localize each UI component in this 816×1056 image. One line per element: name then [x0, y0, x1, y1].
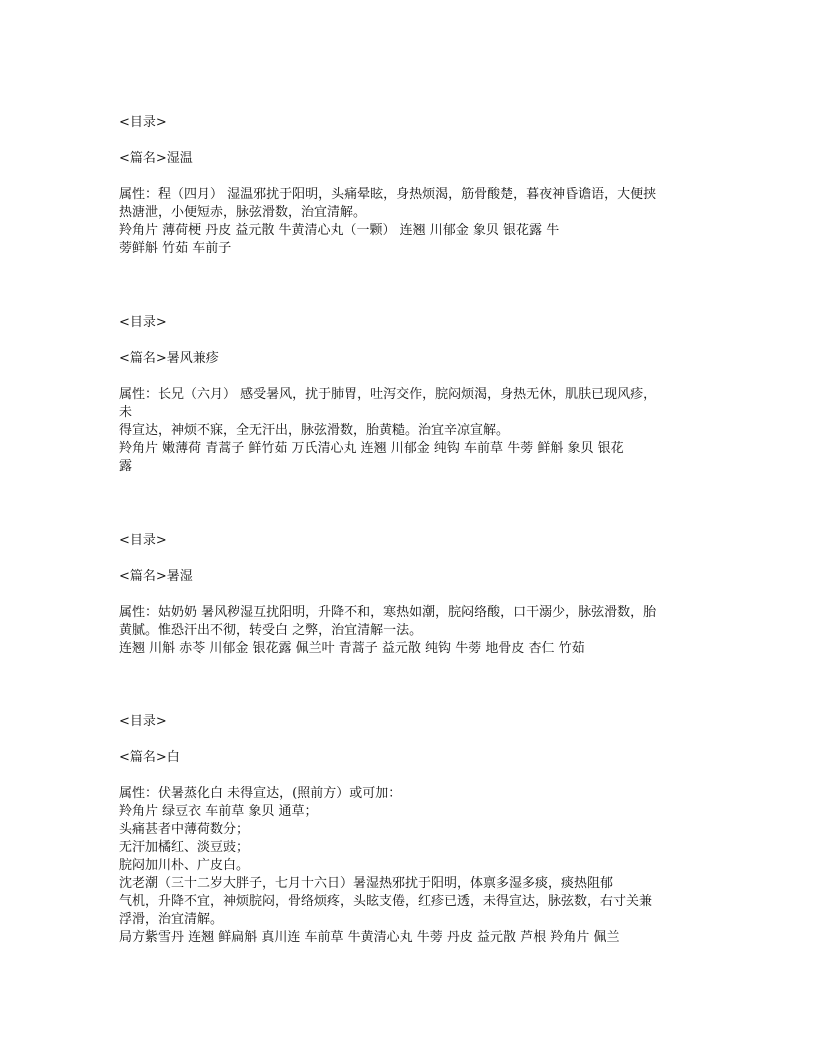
- body-line: 连翘 川斛 赤苓 川郁金 银花露 佩兰叶 青蒿子 益元散 纯钩 牛蒡 地骨皮 杏仁 竹茹: [119, 641, 585, 656]
- body-line: 热溏泄，小便短赤，脉弦滑数，治宜清解。: [119, 205, 367, 220]
- toc-link[interactable]: <目录>: [119, 533, 167, 548]
- body-line: 头痛甚者中薄荷数分；: [119, 822, 250, 837]
- section-heading: <篇名>湿温: [119, 151, 193, 166]
- body-line: 属性：长兄（六月） 感受暑风，扰于肺胃，吐泻交作，脘闷烦渴，身热无休，肌肤已现风疹，: [119, 387, 657, 402]
- toc-link[interactable]: <目录>: [119, 315, 167, 330]
- body-line: 露: [119, 459, 133, 474]
- body-line: 局方紫雪丹 连翘 鲜扁斛 真川连 车前草 牛黄清心丸 牛蒡 丹皮 益元散 芦根 羚角片 佩兰: [119, 930, 620, 945]
- body-line: 属性：姑奶奶 暑风秽湿互扰阳明，升降不和，寒热如潮，脘闷络酸，口干溺少，脉弦滑数，胎: [119, 605, 657, 620]
- body-line: 蒡鲜斛 竹茹 车前子: [119, 241, 232, 256]
- body-line: 得宣达，神烦不寐，全无汗出，脉弦滑数，胎黄糙。治宜辛凉宣解。: [119, 423, 510, 438]
- body-line: 沈老潮（三十二岁大胖子，七月十六日）暑湿热邪扰于阳明，体禀多湿多痰，痰热阻郁: [119, 876, 614, 891]
- body-line: 属性：程（四月） 湿温邪扰于阳明，头痛晕眩，身热烦渴，筋骨酸楚，暮夜神昏谵语，大便挟: [119, 187, 657, 202]
- body-line: 羚角片 薄荷梗 丹皮 益元散 牛黄清心丸（一颗） 连翘 川郁金 象贝 银花露 牛: [119, 223, 560, 238]
- body-line: 脘闷加川朴、广皮白。: [119, 858, 250, 873]
- body-line: 黄腻。惟恐汗出不彻，转受白 之弊，治宜清解一法。: [119, 623, 423, 638]
- toc-link[interactable]: <目录>: [119, 115, 167, 130]
- body-line: 无汗加橘红、淡豆豉；: [119, 840, 250, 855]
- toc-link[interactable]: <目录>: [119, 714, 167, 729]
- body-line: 未: [119, 405, 133, 420]
- section-heading: <篇名>暑湿: [119, 569, 193, 584]
- body-line: 气机，升降不宜，神烦脘闷，骨络烦疼，头眩支倦，红疹已透，未得宣达，脉弦数，右寸关兼: [119, 894, 653, 909]
- body-line: 羚角片 绿豆衣 车前草 象贝 通草；: [119, 804, 318, 819]
- body-line: 属性：伏暑蒸化白 未得宣达，(照前方）或可加：: [119, 786, 402, 801]
- body-line: 浮滑，治宜清解。: [119, 912, 224, 927]
- section-heading: <篇名>暑风兼疹: [119, 351, 219, 366]
- section-heading: <篇名>白: [119, 750, 180, 765]
- body-line: 羚角片 嫩薄荷 青蒿子 鲜竹茹 万氏清心丸 连翘 川郁金 纯钩 车前草 牛蒡 鲜斛 象贝 银花: [119, 441, 624, 456]
